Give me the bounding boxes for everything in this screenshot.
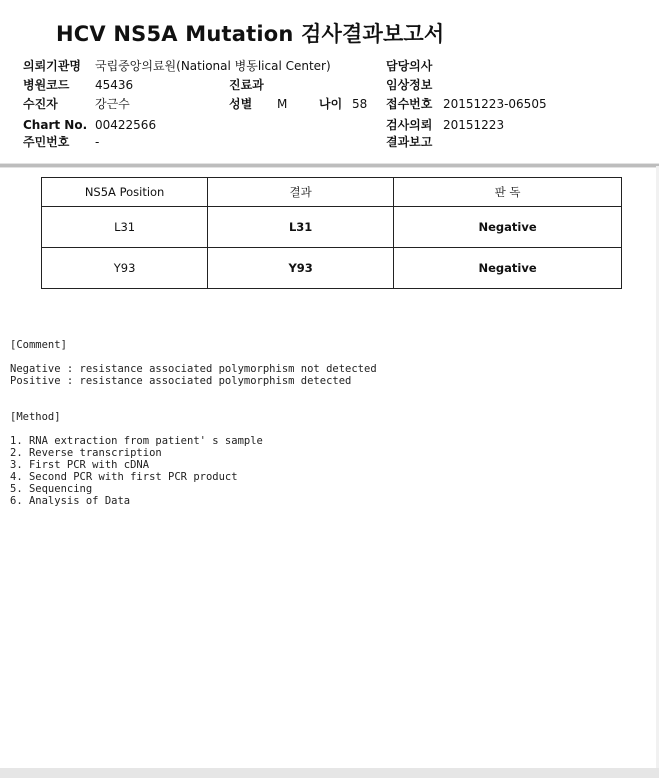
comment-heading: [Comment] <box>10 339 67 351</box>
sex-value: M <box>277 97 288 111</box>
patient-label: 수진자 <box>23 97 58 111</box>
cell-position: Y93 <box>42 248 208 289</box>
result-report-label: 결과보고 <box>386 135 433 149</box>
method-step: 1. RNA extraction from patient' s sample <box>10 435 263 447</box>
receipt-no-value: 20151223-06505 <box>443 97 547 111</box>
chart-no-value: 00422566 <box>95 118 157 132</box>
cell-result: L31 <box>208 207 394 248</box>
method-step: 4. Second PCR with first PCR product <box>10 471 238 483</box>
receipt-no-label: 접수번호 <box>386 97 433 111</box>
method-step: 6. Analysis of Data <box>10 495 131 507</box>
comment-line: Positive : resistance associated polymorphism detected <box>10 375 352 387</box>
table-header-row <box>42 178 622 207</box>
department-label: 진료과 <box>229 78 264 92</box>
method-step: 3. First PCR with cDNA <box>10 459 150 471</box>
results-table <box>41 177 622 289</box>
cell-result: Y93 <box>208 248 394 289</box>
method-step: 5. Sequencing <box>10 483 93 495</box>
footer-divider <box>0 768 659 778</box>
comment-line: Negative : resistance associated polymorphism not detected <box>10 363 377 375</box>
request-date-value: 20151223 <box>443 118 505 132</box>
method-step: 2. Reverse transcription <box>10 447 162 459</box>
requesting-institution-value: 국립중앙의료원(National 병동lical Center) <box>95 59 331 73</box>
clinical-info-label: 임상정보 <box>386 78 433 92</box>
cell-position: L31 <box>42 207 208 248</box>
patient-value: 강근수 <box>95 97 130 111</box>
table-row <box>42 248 622 289</box>
hospital-code-value: 45436 <box>95 78 134 92</box>
sex-label: 성별 <box>229 97 253 111</box>
resident-no-value: - <box>95 135 100 149</box>
chart-no-label: Chart No. <box>23 118 88 132</box>
request-date-label: 검사의뢰 <box>386 118 433 132</box>
column-header-interpretation: 판 독 <box>394 178 622 207</box>
cell-interpretation: Negative <box>394 248 622 289</box>
method-heading: [Method] <box>10 411 61 423</box>
resident-no-label: 주민번호 <box>23 135 70 149</box>
hospital-code-label: 병원코드 <box>23 78 70 92</box>
column-header-result: 결과 <box>208 178 394 207</box>
doctor-label: 담당의사 <box>386 59 433 73</box>
report-title: HCV NS5A Mutation 검사결과보고서 <box>56 22 445 46</box>
cell-interpretation: Negative <box>394 207 622 248</box>
age-value: 58 <box>352 97 368 111</box>
age-label: 나이 <box>319 97 343 111</box>
column-header-position: NS5A Position <box>42 178 208 207</box>
table-row <box>42 207 622 248</box>
header-divider <box>0 163 659 168</box>
requesting-institution-label: 의뢰기관명 <box>23 59 81 73</box>
